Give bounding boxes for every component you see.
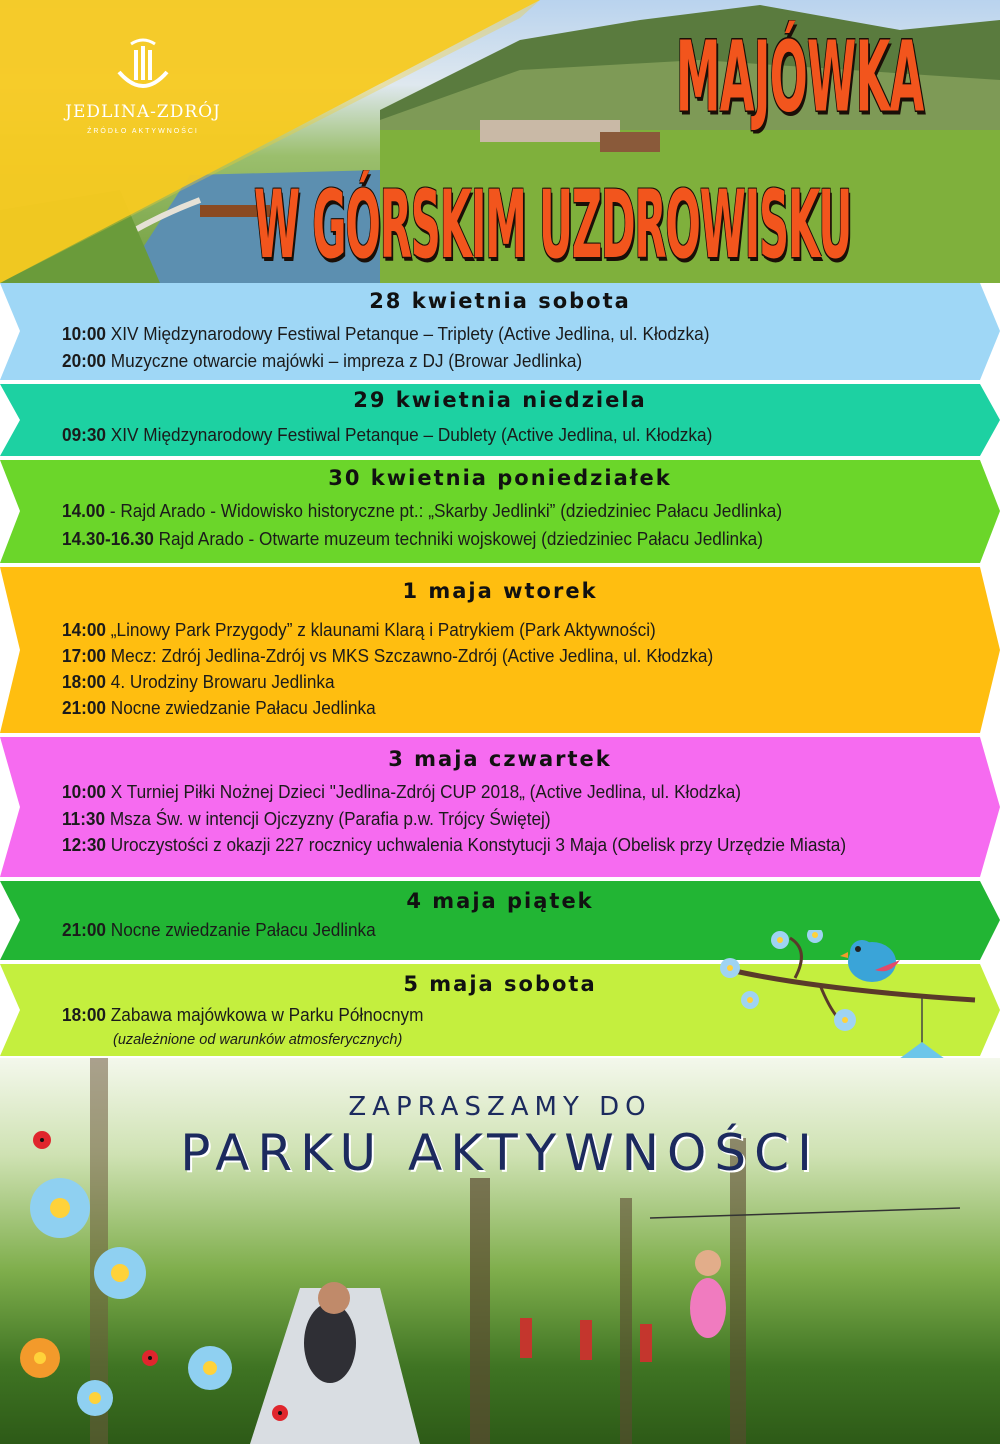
event-item: 18:00 4. Urodziny Browaru Jedlinka: [62, 671, 335, 692]
event-item: 20:00 Muzyczne otwarcie majówki – impreza z DJ (Browar Jedlinka): [62, 350, 583, 371]
day-section-30-kwietnia: [0, 460, 1000, 563]
day-title: 3 maja czwartek: [388, 747, 612, 771]
event-item: 14:00 „Linowy Park Przygody” z klaunami Klarą i Patrykiem (Park Aktywności): [62, 619, 656, 640]
event-item: 14.00 - Rajd Arado - Widowisko historyczne pt.: „Skarby Jedlinki” (dziedziniec Pałacu Jedlinka): [62, 500, 783, 521]
event-item: 10:00 XIV Międzynarodowy Festiwal Petanque – Triplety (Active Jedlina, ul. Kłodzka): [62, 323, 710, 344]
day-section-3-maja: [0, 737, 1000, 877]
day-title: 1 maja wtorek: [402, 579, 598, 603]
day-title: 29 kwietnia niedziela: [353, 388, 647, 412]
day-title: 30 kwietnia poniedziałek: [328, 466, 672, 490]
day-section-1-maja: [0, 567, 1000, 733]
weather-note: (uzależnione od warunków atmosferycznych): [113, 1032, 403, 1048]
slogan-line1: ZAPRASZAMY DO: [348, 1092, 652, 1122]
event-item: 10:00 X Turniej Piłki Nożnej Dzieci "Jedlina-Zdrój CUP 2018„ (Active Jedlina, ul. Kłodzka): [62, 781, 742, 802]
day-section-28-kwietnia: [0, 283, 1000, 380]
event-item: 12:30 Uroczystości z okazji 227 rocznicy uchwalenia Konstytucji 3 Maja (Obelisk przy Urzędzie Miasta): [62, 834, 847, 855]
event-item: 09:30 XIV Międzynarodowy Festiwal Petanque – Dublety (Active Jedlina, ul. Kłodzka): [62, 424, 713, 445]
event-item: 11:30 Msza Św. w intencji Ojczyzny (Parafia p.w. Trójcy Świętej): [62, 808, 551, 829]
day-title: 5 maja sobota: [403, 972, 597, 996]
event-item: 18:00 Zabawa majówkowa w Parku Północnym: [62, 1004, 424, 1025]
day-title: 4 maja piątek: [406, 889, 594, 913]
event-item: 21:00 Nocne zwiedzanie Pałacu Jedlinka: [62, 919, 376, 940]
event-item: 21:00 Nocne zwiedzanie Pałacu Jedlinka: [62, 697, 376, 718]
brand-logo[interactable]: [58, 38, 228, 135]
day-title: 28 kwietnia sobota: [369, 289, 631, 313]
day-section-29-kwietnia: [0, 384, 1000, 456]
header-banner: [0, 0, 1000, 283]
slogan-line2: PARKU AKTYWNOŚCI: [180, 1124, 820, 1182]
event-item: 17:00 Mecz: Zdrój Jedlina-Zdrój vs MKS Szczawno-Zdrój (Active Jedlina, ul. Kłodzka): [62, 645, 714, 666]
brand-tagline: ŹRÓDŁO AKTYWNOŚCI: [87, 128, 199, 135]
title-gorskim-uzdrowisku: W GÓRSKIM UZDROWISKU: [254, 170, 852, 280]
logo-icon: [115, 38, 171, 96]
flower-icon: [20, 1178, 232, 1416]
title-majowka: MAJÓWKA: [676, 20, 924, 134]
bird-icon: [840, 940, 900, 982]
brand-name: JEDLINA-ZDRÓJ: [65, 102, 221, 122]
event-item: 14.30-16.30 Rajd Arado - Otwarte muzeum techniki wojskowej (dziedziniec Pałacu Jedlinka): [62, 528, 763, 549]
park-section: [0, 1058, 1000, 1444]
